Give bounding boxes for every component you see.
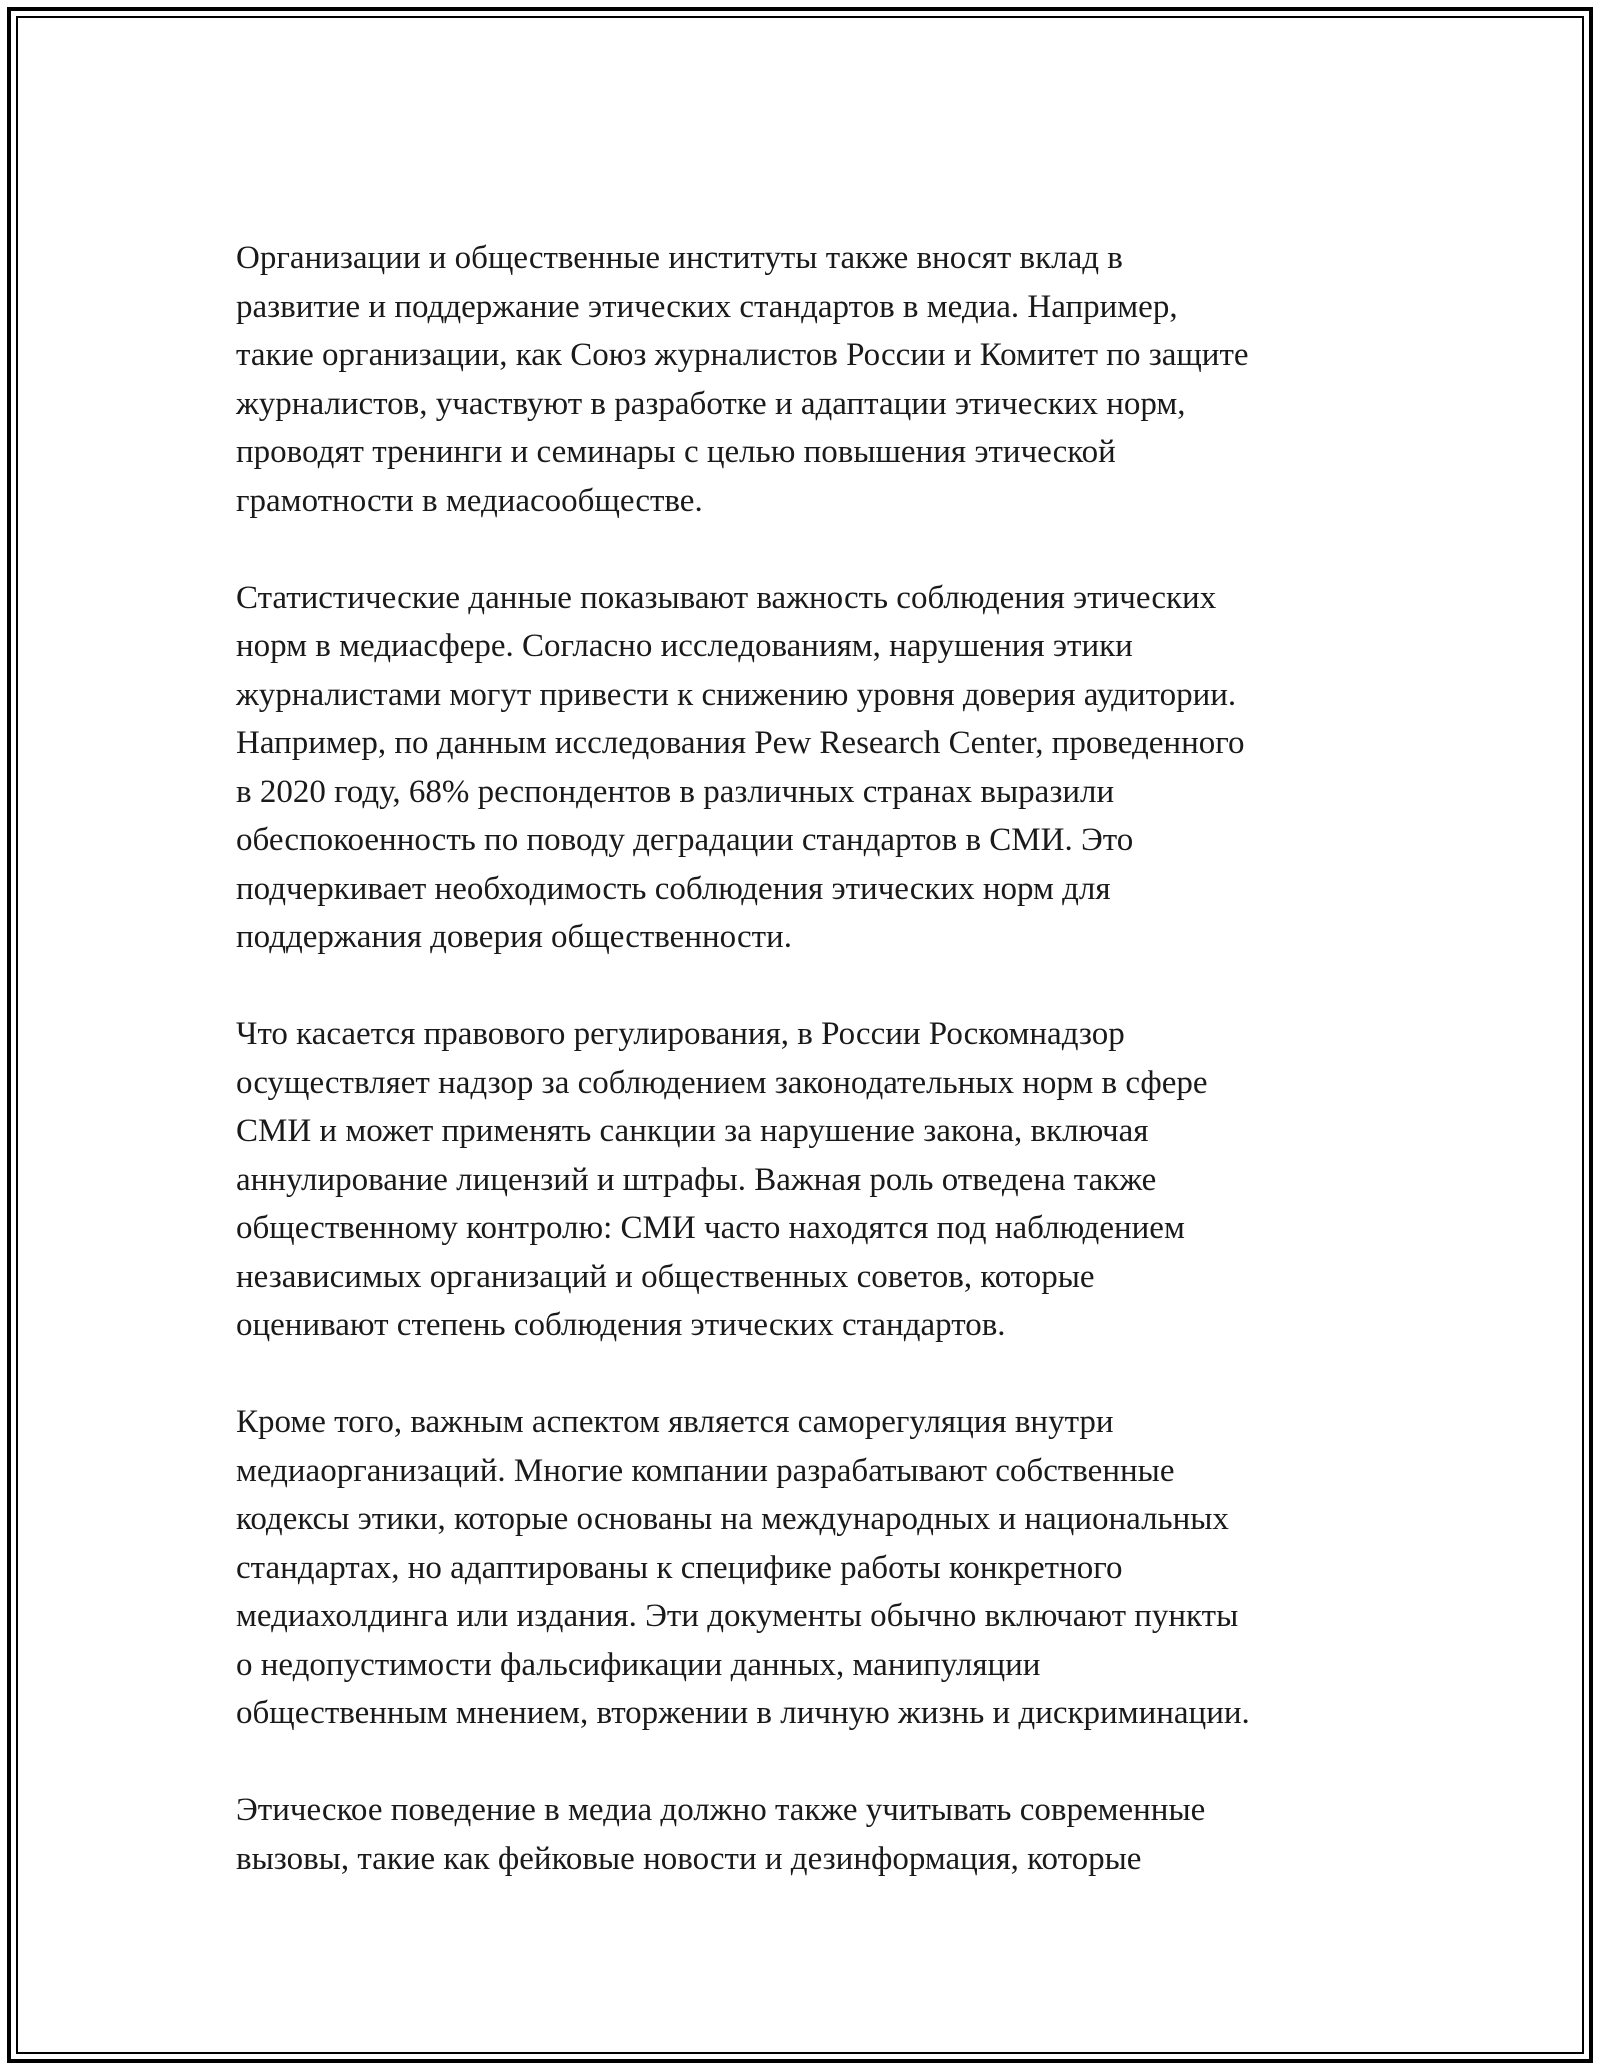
- paragraph-legal-regulation: Что касается правового регулирования, в России Роскомнадзор осуществляет надзор за соблюдением законодательных норм в сфере СМИ и может применять санкции за нарушение закона, включая аннулирование лицензий и штрафы. Важная роль отведена также общественному контролю: СМИ часто находятся под наблюдением независимых организаций и общественных советов, которые оценивают степень соблюдения этических стандартов.: [236, 1016, 1208, 1343]
- paragraph-modern-challenges: Этическое поведение в медиа должно также учитывать современные вызовы, такие как фейковые новости и дезинформация, которые: [236, 1792, 1206, 1877]
- document-body: [236, 234, 1386, 1932]
- paragraph-statistics: Статистические данные показывают важность соблюдения этических норм в медиасфере. Согласно исследованиям, нарушения этики журналистами могут привести к снижению уровня доверия аудитории. Например, по данным исследования Pew Research Center, проведенного в 2020 году, 68% респондентов в различных странах выразили обеспокоенность по поводу деградации стандартов в СМИ. Это подчеркивает необходимость соблюдения этических норм для поддержания доверия общественности.: [236, 579, 1245, 955]
- paragraph-organizations: Организации и общественные институты также вносят вклад в развитие и поддержание этических стандартов в медиа. Например, такие организации, как Союз журналистов России и Комитет по защите журналистов, участвуют в разработке и адаптации этических норм, проводят тренинги и семинары с целью повышения этической грамотности в медиасообществе.: [236, 240, 1249, 519]
- paragraph-self-regulation: Кроме того, важным аспектом является саморегуляция внутри медиаорганизаций. Многие компании разрабатывают собственные кодексы этики, которые основаны на международных и национальных стандартах, но адаптированы к специфике работы конкретного медиахолдинга или издания. Эти документы обычно включают пункты о недопустимости фальсификации данных, манипуляции общественным мнением, вторжении в личную жизнь и дискриминации.: [236, 1404, 1250, 1731]
